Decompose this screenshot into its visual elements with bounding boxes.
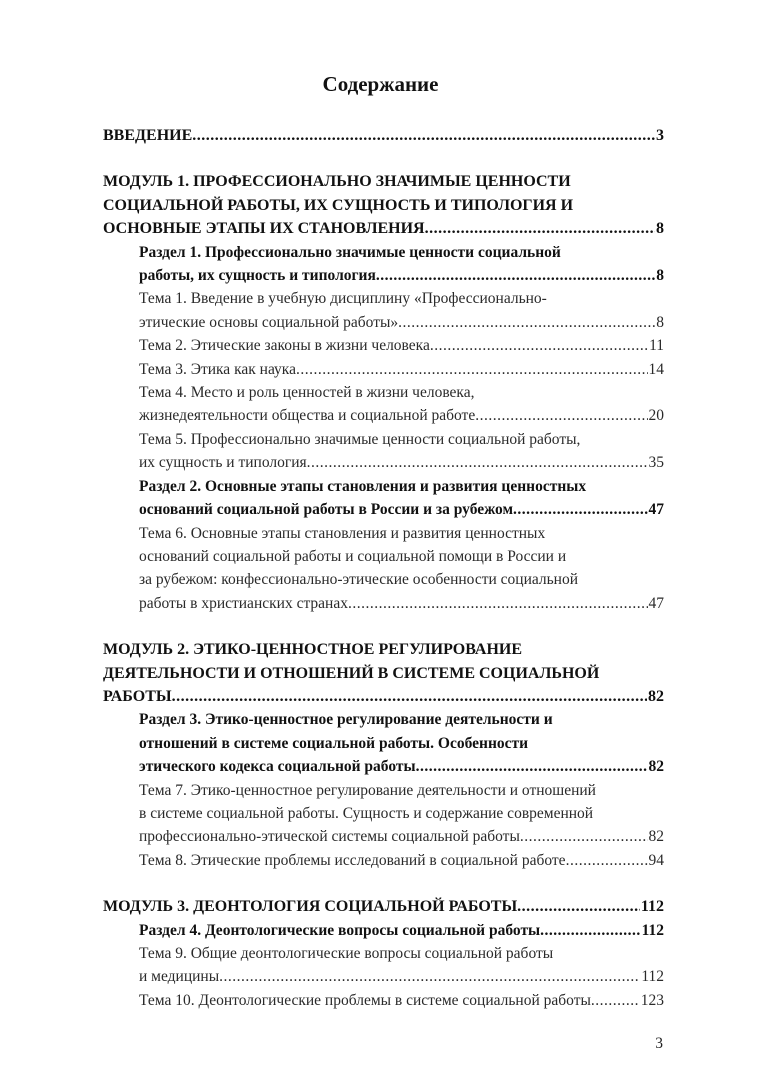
toc-entry-text: РАБОТЫ	[103, 687, 172, 705]
toc-entry-text: ВВЕДЕНИЕ	[103, 127, 193, 144]
toc-page-number: 112	[641, 968, 664, 986]
toc-entry-text: Раздел 4. Деонтологические вопросы социальной работы	[139, 921, 541, 939]
dot-leader	[566, 849, 648, 872]
toc-entry-section[interactable]	[103, 241, 664, 288]
toc-entry-text: Тема 5. Профессионально значимые ценности социальной работы,	[139, 430, 581, 448]
toc-page-number: 47	[648, 501, 664, 519]
toc-page-number: 112	[640, 898, 664, 916]
toc-entry-text: в системе социальной работы. Сущность и содержание современной	[139, 804, 594, 822]
toc-entry-text: Тема 6. Основные этапы становления и развития ценностных	[139, 524, 546, 542]
toc-entry-module[interactable]	[103, 895, 664, 918]
dot-leader	[430, 334, 648, 357]
dot-leader	[517, 895, 640, 918]
toc-entry-text: МОДУЛЬ 3. ДЕОНТОЛОГИЯ СОЦИАЛЬНОЙ РАБОТЫ	[103, 898, 518, 916]
dot-leader	[307, 451, 648, 474]
dot-leader	[416, 755, 648, 778]
toc-entry-text: профессионально-этической системы социальной работы	[139, 828, 520, 846]
toc-entry-text: СОЦИАЛЬНОЙ РАБОТЫ, ИХ СУЩНОСТЬ И ТИПОЛОГИЯ И	[103, 196, 574, 214]
toc-entry-text: оснований социальной работы и социальной помощи в России и	[139, 547, 567, 565]
toc-entry-text: Тема 8. Этические проблемы исследований в социальной работе	[139, 851, 566, 869]
toc-entry-text: работы, их сущность и типология	[139, 267, 376, 285]
toc-page-number: 94	[648, 851, 664, 869]
toc-entry-text: и медицины	[139, 968, 220, 986]
toc-entry-topic[interactable]	[103, 287, 664, 334]
dot-leader	[591, 989, 640, 1012]
toc-entry-text: работы в христианских странах	[139, 594, 348, 612]
toc-entry-topic[interactable]	[103, 334, 664, 357]
dot-leader	[296, 358, 648, 381]
toc-page-number: 3	[656, 127, 664, 144]
table-of-contents	[103, 124, 664, 1012]
dot-leader	[172, 685, 647, 708]
toc-page-number: 123	[640, 991, 664, 1009]
page-number: 3	[655, 1035, 663, 1052]
toc-page-number: 35	[648, 454, 664, 472]
toc-entry-text: Тема 9. Общие деонтологические вопросы социальной работы	[139, 945, 554, 962]
toc-entry-topic[interactable]	[103, 849, 664, 872]
toc-entry-text: жизнедеятельности общества и социальной работе	[139, 407, 476, 425]
dot-leader	[513, 498, 647, 521]
toc-page-number: 20	[648, 407, 664, 425]
toc-page-number: 8	[656, 313, 664, 331]
toc-entry-topic[interactable]	[103, 942, 664, 989]
dot-leader	[425, 217, 655, 240]
toc-entry-topic[interactable]	[103, 522, 664, 616]
dot-leader	[475, 404, 647, 427]
toc-entry-text: отношений в системе социальной работы. Особенности	[139, 734, 529, 752]
toc-entry-topic[interactable]	[103, 381, 664, 428]
toc-entry-text: за рубежом: конфессионально-этические особенности социальной	[139, 571, 579, 589]
toc-entry-text: оснований социальной работы в России и за рубежом	[139, 501, 514, 519]
toc-page-number: 11	[649, 337, 664, 355]
page-title: Содержание	[322, 72, 439, 96]
dot-leader	[219, 965, 640, 988]
toc-entry-text: МОДУЛЬ 2. ЭТИКО-ЦЕННОСТНОЕ РЕГУЛИРОВАНИЕ	[103, 641, 522, 659]
dot-leader	[192, 124, 655, 147]
toc-entry-text: ОСНОВНЫЕ ЭТАПЫ ИХ СТАНОВЛЕНИЯ	[103, 220, 425, 238]
toc-entry-topic[interactable]	[103, 428, 664, 475]
dot-leader	[398, 311, 655, 334]
toc-page-number: 14	[648, 360, 664, 378]
toc-entry-module[interactable]	[103, 638, 664, 708]
toc-entry-text: Тема 7. Этико-ценностное регулирование деятельности и отношений	[139, 781, 596, 799]
toc-entry-text: Тема 1. Введение в учебную дисциплину «Профессионально-	[139, 290, 547, 308]
toc-page-number: 8	[656, 220, 664, 238]
toc-entry-module[interactable]	[103, 124, 664, 147]
toc-entry-text: Раздел 3. Этико-ценностное регулирование деятельности и	[139, 711, 553, 729]
toc-entry-section[interactable]	[103, 919, 664, 942]
toc-entry-text: Тема 10. Деонтологические проблемы в системе социальной работы	[139, 991, 591, 1009]
toc-entry-text: этического кодекса социальной работы	[139, 758, 416, 776]
toc-entry-section[interactable]	[103, 708, 664, 778]
dot-leader	[520, 825, 648, 848]
toc-entry-text: Раздел 2. Основные этапы становления и развития ценностных	[139, 477, 587, 495]
toc-page-number: 47	[648, 594, 664, 612]
toc-entry-text: МОДУЛЬ 1. ПРОФЕССИОНАЛЬНО ЗНАЧИМЫЕ ЦЕННОСТИ	[103, 173, 571, 191]
toc-entry-text: Тема 4. Место и роль ценностей в жизни человека,	[139, 384, 475, 402]
toc-page-number: 82	[648, 828, 664, 846]
toc-page-number: 112	[641, 921, 664, 939]
toc-entry-text: ДЕЯТЕЛЬНОСТИ И ОТНОШЕНИЙ В СИСТЕМЕ СОЦИАЛЬНОЙ	[103, 664, 600, 682]
toc-entry-topic[interactable]	[103, 358, 664, 381]
dot-leader	[540, 919, 640, 942]
toc-entry-module[interactable]	[103, 170, 664, 240]
toc-entry-text: их сущность и типология	[139, 454, 307, 472]
toc-page-number: 82	[648, 687, 664, 705]
toc-entry-text: Тема 3. Этика как наука	[139, 360, 296, 378]
toc-entry-topic[interactable]	[103, 989, 664, 1012]
toc-page-number: 8	[656, 267, 664, 285]
dot-leader	[376, 264, 655, 287]
toc-entry-topic[interactable]	[103, 779, 664, 849]
toc-entry-text: Раздел 1. Профессионально значимые ценности социальной	[139, 243, 561, 261]
toc-entry-text: этические основы социальной работы»	[139, 313, 399, 331]
dot-leader	[348, 592, 648, 615]
toc-entry-text: Тема 2. Этические законы в жизни человека	[139, 337, 430, 355]
toc-page-number: 82	[648, 758, 664, 776]
toc-entry-section[interactable]	[103, 475, 664, 522]
